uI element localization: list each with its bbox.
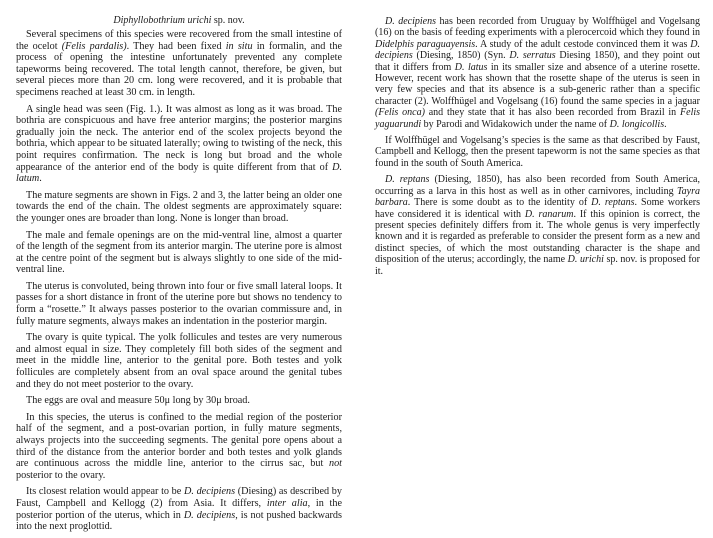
- italic-text: D. serratus: [509, 50, 556, 62]
- text-run: Diesing 1850), and they point out that it differs from: [375, 50, 700, 73]
- text-run: and they state that it has also been recorded from Brazil in: [424, 107, 681, 119]
- heading-suffix: sp. nov.: [211, 15, 245, 26]
- text-run: , in the posterior portion of the uterus, which in: [16, 497, 343, 521]
- text-run: has been recorded from Uruguay by Wolffhügel and Vogelsang (16) on the basis of feeding experiments with a plerocercoid which they found in: [375, 16, 700, 39]
- italic-text: Didelphis paraguayensis: [375, 38, 476, 50]
- italic-text: D. decipiens: [183, 509, 236, 521]
- text-run: The mature segments are shown in Figs. 2 and 3, the latter being an older one towards the end of the chain. The oldest segments are approximately square: the younger ones are broader than long. None is longer than broad.: [16, 189, 343, 224]
- text-run: in formalin, and the process of opening the intestine unfortunately prevented any complete tapeworms being recovered. The total length cannot, therefore, be given, but several pieces more than 20 cm. long were recovered, and it is probable that specimens reached at least 30 cm. in length.: [16, 40, 342, 98]
- text-run: . Some workers have considered it is identical with: [375, 197, 700, 220]
- italic-text: D. longicollis: [609, 118, 665, 130]
- text-run: , is not pushed backwards into the next proglottid.: [16, 509, 342, 533]
- text-run: (Diesing, 1850), has also been recorded from South America, occurring as a larva in this host as well as in other carnivores, including: [375, 174, 700, 197]
- text-run: .: [664, 118, 667, 130]
- text-run: The male and female openings are on the mid-ventral line, almost a quarter of the length of the segment from its anterior margin. The uterine pore is almost at the centre point of the segment but is always slightly to one side of the mid-ventral line.: [16, 229, 342, 276]
- text-run: Its closest relation would appear to be: [26, 486, 184, 498]
- text-run: In this species, the uterus is confined to the medial region of the posterior half of the segment, and a post-ovarian portion, in fully mature segments, always projects into the succeeding segments. The genital pore opens about a third of the distance from the anterior border and both testes and yolk glands are continuous across the middle line, anterior to the cirrus sac, but: [16, 411, 342, 470]
- text-run: . A study of the adult cestode convinced them it was: [475, 38, 691, 50]
- text-run: If Wolffhügel and Vogelsang’s species is the same as that described by Faust, Campbell and Kellogg, then the present tapeworm is not the same species as that found in the south of South America.: [375, 135, 700, 169]
- text-run: (Diesing, 1850) (Syn.: [412, 50, 510, 62]
- italic-text: D. latus: [454, 61, 488, 73]
- italic-text: D. ranarum: [524, 208, 574, 220]
- italic-text: inter alia: [266, 497, 308, 509]
- left-column: [16, 0, 342, 538]
- text-run: . There is some doubt as to the identity of: [407, 197, 592, 209]
- italic-text: D. decipiens: [375, 38, 700, 62]
- paragraph: [375, 174, 700, 277]
- italic-text: D. reptans: [591, 197, 635, 209]
- section-heading: [16, 14, 342, 28]
- paragraph: [16, 412, 342, 482]
- species-name: Diphyllobothrium urichi: [113, 15, 212, 26]
- text-run: Several specimens of this species were recovered from the small intestine of the ocelot: [16, 29, 342, 52]
- left-paragraphs: [16, 29, 342, 533]
- paragraph: [16, 230, 342, 276]
- text-run: sp. nov. is proposed for it.: [375, 254, 701, 277]
- text-run: (Diesing) as described by Faust, Campbell and Kellogg (2) from Asia. It differs,: [16, 486, 342, 509]
- italic-text: not: [328, 458, 342, 470]
- text-run: The eggs are oval and measure 50μ long by 30μ broad.: [26, 395, 250, 407]
- italic-text: D. reptans: [385, 174, 430, 186]
- paragraph: [16, 395, 342, 407]
- italic-text: D. urichi: [567, 254, 604, 266]
- paragraph: [375, 135, 700, 169]
- paragraph: [16, 190, 342, 225]
- italic-text: (Felis onca): [375, 107, 425, 119]
- paragraph: [16, 486, 342, 532]
- text-run: .: [39, 173, 42, 185]
- italic-text: D. decipiens: [184, 486, 236, 498]
- italic-text: D. decipiens: [385, 16, 437, 27]
- text-run: posterior to the ovary.: [16, 469, 106, 481]
- italic-text: in situ: [225, 40, 253, 52]
- right-paragraphs: [375, 16, 700, 277]
- text-run: A single head was seen (Fig. 1.). It was almost as long as it was broad. The bothria are conspicuous and have free anterior margins; the posterior margins gradually join the neck. The anterior end of the scolex projects beyond the bothria, which appear to be situated laterally; owing to twisting of the neck, this point requires confirmation. The neck is long but broad and the whole appearance of the anterior end of the body is quite different from that of: [16, 103, 342, 173]
- text-run: The ovary is quite typical. The yolk follicules and testes are very numerous and almost equal in size. They completely fill both sides of the segment and meet in the middle line, anterior to the genital pore. Both testes and yolk follicules are completely absent from an oval space around the genital tubes and they do not meet posterior to the ovary.: [16, 332, 342, 390]
- text-run: The uterus is convoluted, being thrown into four or five small lateral loops. It passes for a short distance in front of the uterine pore but shows no tendency to form a “rosette.” It always passes posterior to the ovarian commissure and, in fully mature segments, always makes an indentation in the posterior margin.: [16, 280, 342, 327]
- italic-text: Felis yaguarundi: [375, 107, 701, 130]
- italic-text: (Felis pardalis): [61, 40, 127, 52]
- paragraph: [16, 104, 342, 185]
- text-run: in its smaller size and absence of a uterine rosette. However, recent work has shown that the rosette shape of the uterus is seen in very few species and that its absence is a sub-generic rather than a specific character (2). Wolffhügel and Vogelsang (16) found the same species in a jaguar: [375, 61, 700, 107]
- italic-text: Tayra barbara: [375, 185, 700, 209]
- paragraph: [16, 332, 342, 390]
- text-run: . If this opinion is correct, the present species definitely differs from it. The whole genus is very imperfectly known and it is regarded as preferable to consider the present form as a new and distinct species, of which the most outstanding character is the shape and disposition of the uterus; accordingly, the name: [375, 208, 700, 266]
- paragraph: [16, 281, 342, 327]
- paragraph: [16, 29, 342, 99]
- text-run: by Parodi and Widakowich under the name of: [421, 118, 610, 130]
- paragraph: [375, 16, 700, 130]
- right-column: [375, 0, 700, 282]
- italic-text: D. latum: [16, 161, 342, 185]
- text-run: . They had been fixed: [126, 40, 226, 52]
